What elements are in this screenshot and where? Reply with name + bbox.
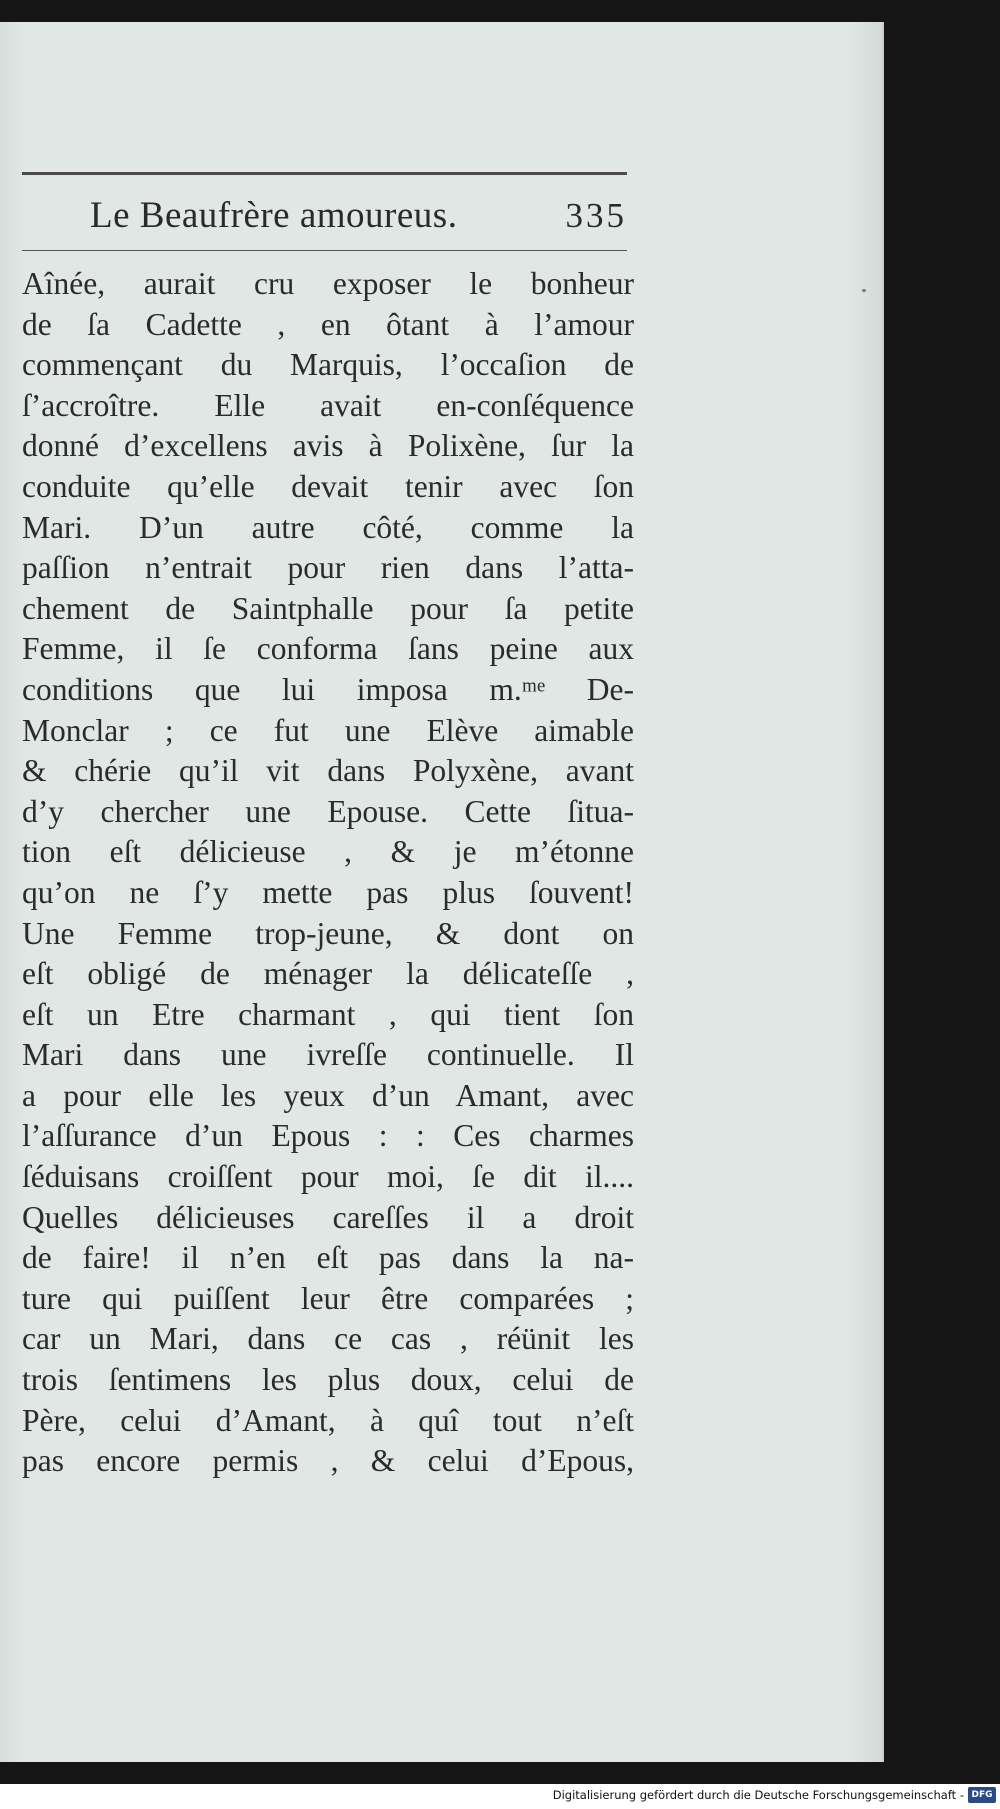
text-line: tion eſt délicieuse , & je m’étonne [22, 834, 634, 870]
text-line: Aînée, aurait cru exposer le bonheur [22, 266, 634, 301]
text-line: Femme, il ſe conforma ſans peine aux [22, 631, 634, 667]
text-line: ſ’accroître. Elle avait en-conſéquence [22, 387, 634, 423]
text-line: d’y chercher une Epouse. Cette ſitua- [22, 793, 634, 829]
text-line: Une Femme trop-jeune, & dont on [22, 915, 634, 951]
text-line: qu’on ne ſ’y mette pas plus ſouvent! [22, 874, 634, 910]
text-line: l’aſſurance d’un Epous : : Ces charmes [22, 1118, 634, 1154]
text-line: de faire! il n’en eſt pas dans la na- [22, 1240, 634, 1276]
text-line: ture qui puiſſent leur être comparées ; [22, 1280, 634, 1316]
text-line: chement de Saintphalle pour ſa petite [22, 590, 634, 626]
text-line: conditions que lui imposa m.ᵐᵉ De- [22, 671, 634, 707]
header-rule-bottom [22, 250, 627, 251]
page-header [22, 170, 627, 254]
text-line: trois ſentimens les plus doux, celui de [22, 1362, 634, 1398]
text-line: eſt un Etre charmant , qui tient ſon [22, 996, 634, 1032]
text-line: car un Mari, dans ce cas , réünit les [22, 1321, 634, 1357]
text-line: conduite qu’elle devait tenir avec ſon [22, 468, 634, 504]
text-line: Mari dans une ivreſſe continuelle. Il [22, 1037, 634, 1073]
book-page [0, 22, 884, 1762]
text-line: commençant du Marquis, l’occaſion de [22, 347, 634, 383]
text-line: de ſa Cadette , en ôtant à l’amour [22, 306, 634, 342]
paper-speck [862, 289, 866, 292]
header-rule-top [22, 172, 627, 175]
text-line: Père, celui d’Amant, à quî tout n’eſt [22, 1402, 634, 1438]
text-line: a pour elle les yeux d’un Amant, avec [22, 1077, 634, 1113]
text-line: Quelles délicieuses careſſes il a droit [22, 1199, 634, 1235]
text-line: Monclar ; ce fut une Elève aimable [22, 712, 634, 748]
text-line: & chérie qu’il vit dans Polyxène, avant [22, 753, 634, 789]
running-title: Le Beaufrère amoureus. [90, 195, 458, 236]
body-text [22, 264, 634, 1482]
page-number: 335 [565, 196, 627, 235]
digitization-footer [0, 1784, 1000, 1809]
running-head [22, 190, 627, 240]
text-line: Mari. D’un autre côté, comme la [22, 509, 634, 545]
text-line: ſéduisans croiſſent pour moi, ſe dit il.... [22, 1159, 634, 1195]
text-line: donné d’excellens avis à Polixène, ſur la [22, 428, 634, 464]
text-line: eſt obligé de ménager la délicateſſe , [22, 956, 634, 992]
text-line: paſſion n’entrait pour rien dans l’atta- [22, 550, 634, 586]
funding-credit: Digitalisierung gefördert durch die Deutsche Forschungsgemeinschaft - [552, 1788, 964, 1802]
text-line: pas encore permis , & celui d’Epous, [22, 1443, 634, 1479]
dfg-logo-icon: DFG [968, 1787, 996, 1803]
